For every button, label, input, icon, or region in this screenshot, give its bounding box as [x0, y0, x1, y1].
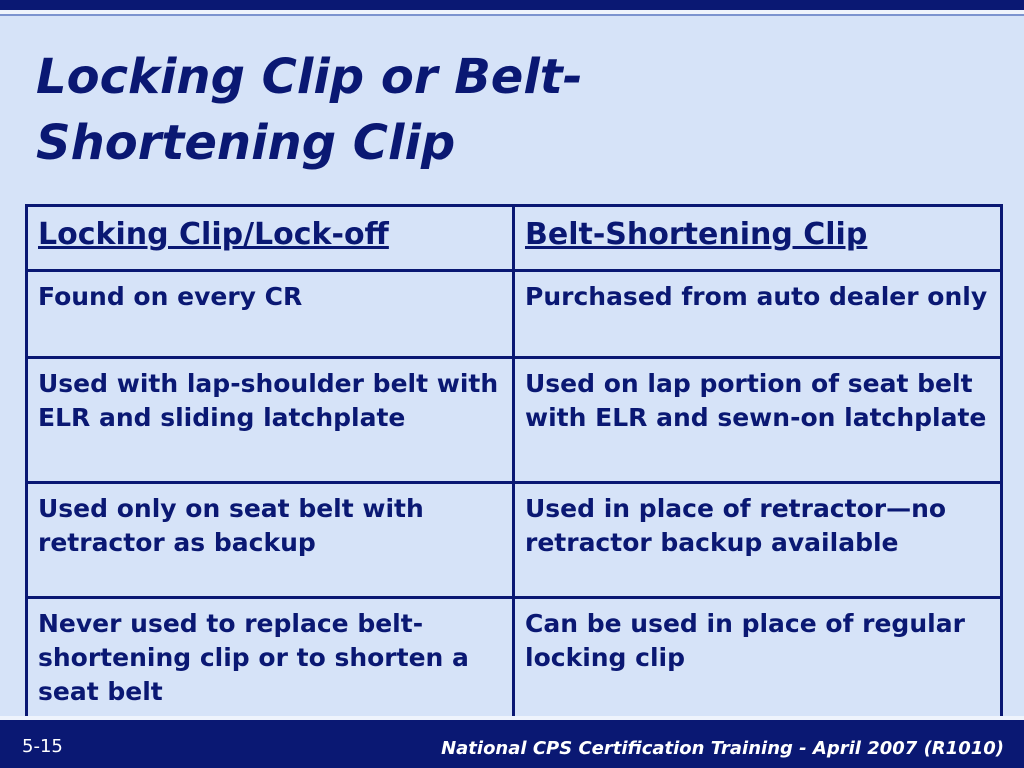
table-row [27, 271, 1002, 358]
table-cell: Found on every CR [27, 271, 514, 358]
table-cell: Used only on seat belt with retractor as backup [27, 483, 514, 598]
table-row [27, 483, 1002, 598]
top-band [0, 0, 1024, 10]
table-cell: Can be used in place of regular locking clip [514, 598, 1002, 721]
header-locking-clip: Locking Clip/Lock-off [27, 206, 514, 271]
header-belt-shortening-clip: Belt-Shortening Clip [514, 206, 1002, 271]
table-header-row [27, 206, 1002, 271]
table-cell: Purchased from auto dealer only [514, 271, 1002, 358]
table-cell: Never used to replace belt-shortening clip or to shorten a seat belt [27, 598, 514, 721]
top-band-divider [0, 14, 1024, 16]
comparison-table [25, 204, 1003, 722]
table-row [27, 598, 1002, 721]
footer-credit: National CPS Certification Training - April 2007 (R1010) [441, 738, 1004, 759]
slide-title: Locking Clip or Belt- Shortening Clip [36, 49, 583, 171]
table-cell: Used on lap portion of seat belt with ELR and sewn-on latchplate [514, 358, 1002, 483]
table-cell: Used with lap-shoulder belt with ELR and sliding latchplate [27, 358, 514, 483]
table-row [27, 358, 1002, 483]
slide-number: 5-15 [22, 736, 63, 757]
table-cell: Used in place of retractor—no retractor backup available [514, 483, 1002, 598]
